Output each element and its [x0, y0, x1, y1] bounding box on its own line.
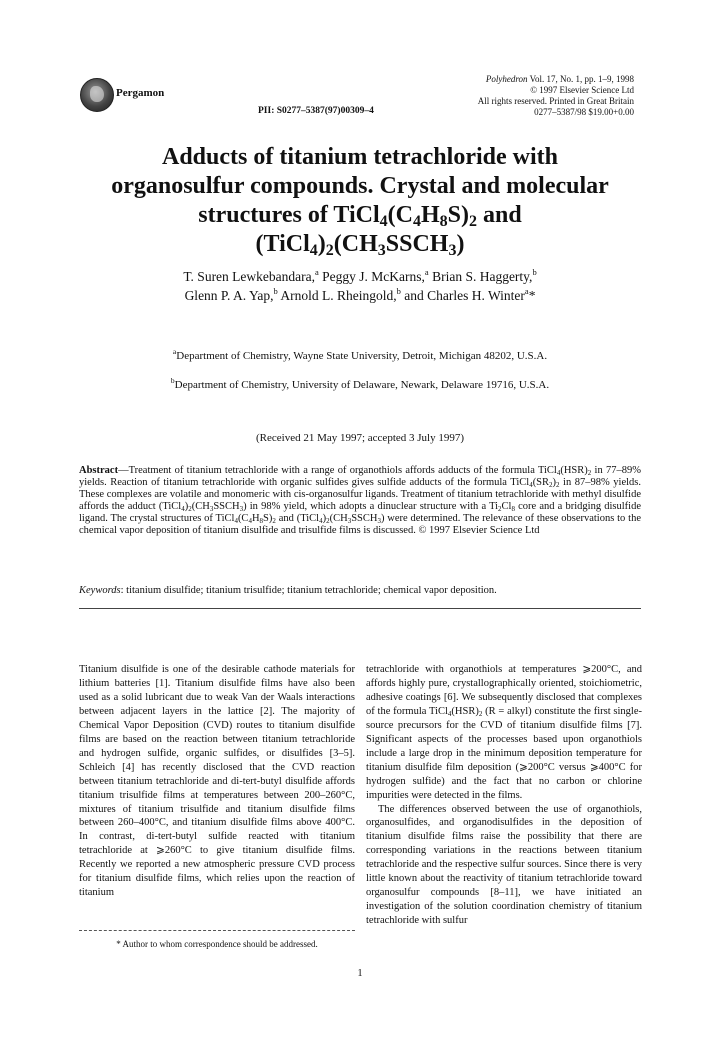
body-paragraph: The differences observed between the use of organothiols, organosulfides, and organodisulfides in the deposition of titanium disulfide films raise the possibility that there are corresponding variations in the reactions between titanium tetrachloride and the respective sulfur sources. Since there is very little known about the reactivity of titanium tetrachloride toward organosulfur compounds [8–11], we have initiated an investigation of the solution coordination chemistry of titanium tetrachloride with sulfur — [366, 803, 642, 927]
journal-info — [478, 74, 634, 118]
body-right-column — [366, 663, 642, 928]
correspondence-footnote: * Author to whom correspondence should be addressed. — [116, 939, 318, 949]
abstract: Abstract—Treatment of titanium tetrachloride with a range of organothiols affords adducts of the formula $TiCl_4(HSR)_2$ in 77–89% yields. Reaction of titanium tetrachloride with organic sulfides gives sulfide adducts of the formula $TiCl_4(SR_2)_2$ in 87–98% yields. These complexes are volatile and monomeric with cis-organosulfur ligands. Treatment of titanium tetrachloride with methyl disulfide affords the adduct $(TiCl_4)_2(CH_3SSCH_3)$ in 98% yield, which adopts a dinuclear structure with a $Ti_2Cl_8$ core and a bridging disulfide ligand. The crystal structures of $TiCl_4(C_4H_8S)_2$ and $(TiCl_4)_2(CH_3SSCH_3)$ were determined. The relevance of these observations to the chemical vapor deposition of titanium disulfide and trisulfide films is discussed. © 1997 Elsevier Science Ltd — [79, 465, 641, 537]
affiliation-b: $^b$Department of Chemistry, University of Delaware, Newark, Delaware 19716, U.S.A. — [170, 376, 550, 391]
body-left-column — [79, 663, 355, 900]
journal-copyright: © 1997 Elsevier Science Ltd — [530, 85, 634, 95]
journal-price: 0277–5387/98 $19.00+0.00 — [534, 107, 634, 117]
body-paragraph: tetrachloride with organothiols at temperatures ⩾200°C, and affords highly pure, crystallographically oriented, stoichiometric, adhesive coatings [6]. We subsequently disclosed that complexes of the formula $TiCl_4(HSR)_2$ (R = alkyl) constitute the first single-source precursors for the CVD of titanium disulfide films [7]. Significant aspects of the processes based upon organothiols include a large drop in the minimum deposition temperature for titanium disulfide film deposition (⩾200°C versus ⩾400°C for hydrogen sulfide) and the fact that no carbon or chlorine impurities were detected in the films. — [366, 664, 642, 801]
journal-rights: All rights reserved. Printed in Great Britain — [477, 96, 634, 106]
section-divider — [79, 608, 641, 609]
body-paragraph: Titanium disulfide is one of the desirable cathode materials for lithium batteries [1]. Titanium disulfide films have also been used as a solid lubricant due to weak Van der Waals interactions between adjacent layers in the lattice [2]. The majority of Chemical Vapor Deposition (CVD) routes to titanium disulfide films are based on the reaction between titanium tetrachloride and hydrogen sulfide, organic sulfides, or disulfides [3–5]. Schleich [4] has recently disclosed that the CVD reaction between titanium tetrachloride and di-tert-butyl disulfide affords titanium trisulfide films at temperatures between 200–260°C, mixtures of titanium trisulfide and titanium disulfide films between 260–400°C, and titanium disulfide films above 400°C. In contrast, di-tert-butyl sulfide reacted with titanium tetrachloride at ⩾260°C to give titanium disulfide films. Recently we reported a new atmospheric pressure CVD process for titanium disulfide films, which relies upon the reaction of titanium — [79, 664, 355, 899]
pergamon-logo-icon — [80, 78, 114, 112]
pii-identifier: PII: S0277–5387(97)00309–4 — [258, 106, 374, 116]
publisher-name: Pergamon — [116, 87, 165, 99]
article-title: Adducts of titanium tetrachloride with organosulfur compounds. Crystal and molecular structures of $TiCl_4(C_4H_8S)_2$ and $(TiCl_4)_2(CH_3SSCH_3)$ — [111, 144, 609, 259]
journal-citation: Polyhedron Vol. 17, No. 1, pp. 1–9, 1998 — [485, 74, 634, 84]
affiliation-a: $^a$Department of Chemistry, Wayne State University, Detroit, Michigan 48202, U.S.A. — [172, 347, 548, 362]
received-dates: (Received 21 May 1997; accepted 3 July 1997) — [255, 432, 465, 444]
footnote-divider — [79, 930, 355, 931]
author-list: T. Suren Lewkebandara,$^a$ Peggy J. McKarns,$^a$ Brian S. Haggerty,$^b$ Glenn P. A. Yap,$^b$ Arnold L. Rheingold,$^b$ and Charles H. Winter$^a$* — [183, 267, 537, 303]
keywords: Keywords: titanium disulfide; titanium trisulfide; titanium tetrachloride; chemical vapor deposition. — [79, 585, 497, 596]
page-number: 1 — [357, 968, 363, 979]
